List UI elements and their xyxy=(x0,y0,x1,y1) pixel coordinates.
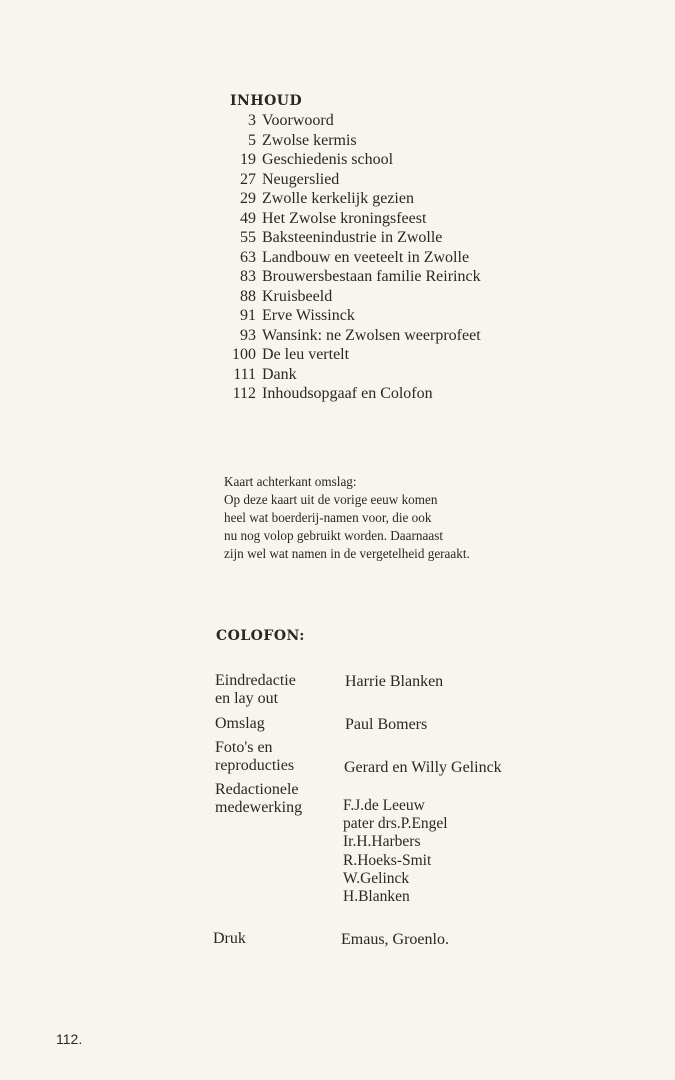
toc-title: De leu vertelt xyxy=(262,346,350,363)
toc-entry xyxy=(228,326,481,346)
toc-entry xyxy=(228,228,481,248)
label-line: en lay out xyxy=(215,690,279,707)
toc-page: 91 xyxy=(240,307,256,324)
toc-title: Het Zwolse kroningsfeest xyxy=(262,209,427,227)
note-line: Op deze kaart uit de vorige eeuw komen xyxy=(224,492,438,507)
toc-title: Baksteenindustrie in Zwolle xyxy=(262,229,443,246)
colofon-label-omslag: Omslag xyxy=(215,715,265,732)
toc-entry xyxy=(228,111,481,131)
toc-title: Zwolse kermis xyxy=(262,131,357,149)
toc-title: Inhoudsopgaaf en Colofon xyxy=(262,385,433,402)
colofon-value-druk: Emaus, Groenlo. xyxy=(341,931,449,948)
colofon-value-eindredactie: Harrie Blanken xyxy=(345,673,444,690)
toc-entry xyxy=(228,189,481,209)
contributor-name: pater drs.P.Engel xyxy=(343,815,448,833)
toc-entry xyxy=(228,131,481,151)
toc-title: Wansink: ne Zwolsen weerprofeet xyxy=(262,326,481,344)
colofon-label-eindredactie xyxy=(215,672,296,708)
toc-page: 5 xyxy=(248,131,256,149)
toc-title: Brouwersbestaan familie Reirinck xyxy=(262,268,481,285)
toc-page: 100 xyxy=(232,346,256,363)
note-line: heel wat boerderij-namen voor, die ook xyxy=(224,510,432,525)
toc-entry xyxy=(228,384,481,404)
colofon-value-omslag: Paul Bomers xyxy=(345,716,428,733)
toc-entry xyxy=(228,306,481,326)
colofon-label-druk: Druk xyxy=(213,930,246,947)
contributor-name: F.J.de Leeuw xyxy=(343,797,425,814)
colofon-value-fotos: Gerard en Willy Gelinck xyxy=(344,759,502,776)
toc-page: 93 xyxy=(240,326,256,344)
toc-title: Kruisbeeld xyxy=(262,287,333,305)
toc-page: 88 xyxy=(240,287,256,305)
toc-page: 27 xyxy=(240,170,256,188)
toc-title: Geschiedenis school xyxy=(262,151,394,168)
label-line: Redactionele xyxy=(215,781,299,798)
toc-title: Landbouw en veeteelt in Zwolle xyxy=(262,248,470,266)
toc-page: 49 xyxy=(240,209,256,227)
toc-entry xyxy=(228,150,481,170)
toc-title: Erve Wissinck xyxy=(262,307,355,324)
note-line: zijn wel wat namen in de vergetelheid geraakt. xyxy=(224,546,470,561)
toc-list xyxy=(228,111,481,404)
toc-entry xyxy=(228,209,481,229)
toc-page: 55 xyxy=(240,229,256,246)
toc-page: 19 xyxy=(240,151,256,168)
toc-page: 112 xyxy=(232,385,256,402)
label-line: Foto's en xyxy=(215,739,273,756)
colofon-value-redactie xyxy=(343,797,448,906)
colofon-heading: COLOFON: xyxy=(216,628,305,644)
toc-page: 3 xyxy=(248,112,256,129)
toc-entry xyxy=(228,267,481,287)
label-line: reproducties xyxy=(215,757,295,774)
toc-entry xyxy=(228,170,481,190)
contributor-name: W.Gelinck xyxy=(343,869,410,887)
contributor-name: Ir.H.Harbers xyxy=(343,833,421,851)
toc-entry xyxy=(228,345,481,365)
toc-title: Neugerslied xyxy=(262,170,340,188)
contributor-name: H.Blanken xyxy=(343,887,410,905)
note-line: Kaart achterkant omslag: xyxy=(224,474,357,489)
colofon-label-fotos xyxy=(215,739,294,775)
colofon-label-redactie xyxy=(215,781,302,817)
toc-page: 83 xyxy=(240,268,256,285)
toc-entry xyxy=(228,248,481,268)
page-number: 112. xyxy=(56,1031,83,1047)
toc-page: 63 xyxy=(240,248,256,266)
toc-page: 111 xyxy=(233,365,256,383)
toc-title: Voorwoord xyxy=(262,112,334,129)
note-line: nu nog volop gebruikt worden. Daarnaast xyxy=(224,528,444,543)
map-note xyxy=(224,473,470,563)
label-line: Eindredactie xyxy=(215,672,296,689)
toc-entry xyxy=(228,287,481,307)
label-line: medewerking xyxy=(215,799,303,816)
toc-entry xyxy=(228,365,481,385)
toc-page: 29 xyxy=(240,190,256,207)
contributor-name: R.Hoeks-Smit xyxy=(343,851,432,869)
toc-title: Zwolle kerkelijk gezien xyxy=(262,190,414,207)
toc-title: Dank xyxy=(262,365,297,383)
toc-heading: INHOUD xyxy=(230,93,303,109)
